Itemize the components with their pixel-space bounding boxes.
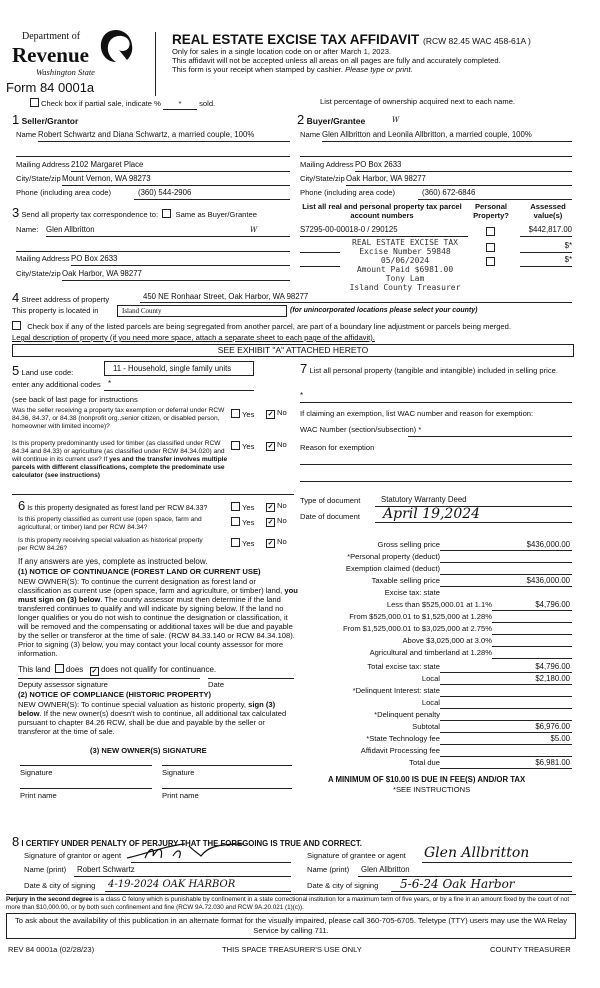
exemption-label: If claiming an exemption, list WAC number and reason for exemption: bbox=[300, 409, 534, 418]
treasurer-stamp: REAL ESTATE EXCISE TAX Excise Number 59848 05/06/2024 Amount Paid $6981.00 Tony Lam Island County Treasurer bbox=[349, 238, 461, 292]
financial-value[interactable]: $6,976.00 bbox=[535, 722, 570, 731]
partial-sale-percent[interactable]: * bbox=[163, 100, 197, 110]
financial-label: Gross selling price bbox=[377, 540, 440, 549]
financial-label: Exemption claimed (deduct) bbox=[345, 564, 440, 573]
notice1-title: (1) NOTICE OF CONTINUANCE (FOREST LAND OR CURRENT USE) bbox=[18, 567, 261, 576]
header-line-1: Only for sales in a single location code on or after March 1, 2023. bbox=[172, 47, 392, 56]
doc-date-label: Date of document bbox=[300, 512, 360, 521]
financial-value[interactable]: $4,796.00 bbox=[535, 662, 570, 671]
corr-name[interactable]: Glen Allbritton bbox=[46, 225, 95, 234]
financial-value[interactable]: $5.00 bbox=[550, 734, 570, 743]
land-use-code[interactable]: 11 - Household, single family units bbox=[104, 361, 254, 376]
personal-property-list[interactable]: * bbox=[300, 391, 304, 400]
personal-property-checkbox[interactable] bbox=[486, 243, 495, 252]
financial-value[interactable]: $436,000.00 bbox=[526, 540, 570, 549]
corr-city-label: City/State/zip bbox=[16, 269, 61, 278]
segregated-checkbox[interactable] bbox=[12, 321, 21, 330]
financial-label: *Personal property (deduct) bbox=[347, 552, 440, 561]
grantor-name-label: Name (print) bbox=[24, 865, 67, 874]
financial-label: Affidavit Processing fee bbox=[360, 746, 440, 755]
partial-sale: Check box if partial sale, indicate % * sold. bbox=[30, 98, 215, 110]
s6-q2: Is this property classified as current use (open space, farm and agricultural, or timber) land per RCW 84.34? bbox=[18, 516, 202, 531]
financial-label: Less than $525,000.01 at 1.1% bbox=[386, 600, 492, 609]
grantee-sig-label: Signature of grantee or agent bbox=[307, 851, 406, 860]
financial-label: Local bbox=[421, 698, 440, 707]
financial-label: Local bbox=[421, 674, 440, 683]
financial-label: From $525,000.01 to $1,525,000 at 1.28% bbox=[349, 612, 492, 621]
financial-label: Subtotal bbox=[412, 722, 440, 731]
seller-phone-label: Phone (including area code) bbox=[16, 188, 111, 197]
financial-label: *Delinquent Interest: state bbox=[352, 686, 440, 695]
financial-value[interactable]: $2,180.00 bbox=[535, 674, 570, 683]
notice2-title: (2) NOTICE OF COMPLIANCE (HISTORIC PROPERTY) bbox=[18, 690, 212, 699]
assessed-value[interactable]: $* bbox=[564, 241, 572, 250]
assessed-value[interactable]: $* bbox=[564, 255, 572, 264]
parcel-number[interactable]: S7295-00-00018-0 / 290125 bbox=[300, 225, 398, 234]
owner-signature-2-label: Signature bbox=[162, 768, 195, 777]
seller-city[interactable]: Mount Vernon, WA 98273 bbox=[62, 174, 151, 183]
ownership-note: List percentage of ownership acquired next to each name. bbox=[320, 97, 516, 106]
buyer-mailing-label: Mailing Address bbox=[300, 160, 354, 169]
new-owner-signature-title: (3) NEW OWNER(S) SIGNATURE bbox=[90, 746, 207, 755]
grantor-name[interactable]: Robert Schwartz bbox=[77, 865, 135, 874]
financial-label: Excise tax: state bbox=[384, 588, 440, 597]
q2-no[interactable]: ✓ No bbox=[267, 440, 287, 450]
header-line-2: This affidavit will not be accepted unless all areas on all pages are fully and accurately completed. bbox=[172, 56, 501, 65]
street-address[interactable]: 450 NE Ronhaar Street, Oak Harbor, WA 98277 bbox=[143, 292, 309, 301]
grantee-signature[interactable]: Glen Allbritton bbox=[424, 845, 530, 861]
financial-label: Agricultural and timberland at 1.28% bbox=[369, 648, 492, 657]
accessibility-notice: To ask about the availability of this publication in an alternate format for the visually impaired, please call 360-705-6705. Teletype (TTY) users may use the WA Relay Service by calling 711. bbox=[6, 913, 576, 939]
notice1-text: NEW OWNER(S): To continue the current designation as forest land or classification as current use (open space, farm and agriculture, or timber) land, you must sign on (3) below. The county assessor must then determine if the land transferred continues to qualify and will indicate by signing below. If the land no longer qualifies or you do not wish to continue the designation or classification, it will be removed and the compensating or additional taxes will be due and payable by the seller or transferor at the time of sale. (RCW 84.33.140 or RCW 84.34.108). Prior to signing (3) below, you may contact your local county assessor for more information. bbox=[18, 577, 298, 658]
notice2-text: NEW OWNER(S): To continue special valuation as historic property, sign (3) below. If the new owner(s) doesn't wish to continue, all additional tax calculated pursuant to chapter 84.26 RCW, shall be due and payable by the seller or transferor at the time of sale. bbox=[18, 700, 287, 736]
seller-phone[interactable]: (360) 544-2906 bbox=[138, 188, 192, 197]
buyer-handwritten-mark: W bbox=[392, 116, 400, 124]
grantor-date-label: Date & city of signing bbox=[24, 881, 96, 890]
doc-type-label: Type of document bbox=[300, 496, 361, 505]
land-use-q1: Was the seller receiving a property tax exemption or deferral under RCW 84.36, 84.37, or 84.38 (nonprofit org.,senior citizen, or disabled person, homeowner with limited income)? bbox=[12, 407, 225, 430]
same-as-buyer-checkbox[interactable] bbox=[162, 209, 171, 218]
seller-mailing-label: Mailing Address bbox=[16, 160, 70, 169]
seller-city-label: City/State/zip bbox=[16, 174, 61, 183]
grantee-date-label: Date & city of signing bbox=[307, 881, 379, 890]
continuance: This land does ✓ does not qualify for continuance. bbox=[18, 665, 217, 675]
logo-main: Revenue bbox=[12, 43, 89, 67]
s6-q1-yes[interactable]: Yes bbox=[231, 502, 254, 513]
seller-name-label: Name bbox=[16, 130, 37, 139]
q2-yes[interactable]: Yes bbox=[231, 441, 254, 452]
buyer-phone[interactable]: (360) 672-6846 bbox=[422, 188, 476, 197]
header-line-3: This form is your receipt when stamped by cashier. Please type or print. bbox=[172, 65, 413, 74]
assessed-value-header: Assessed value(s) bbox=[530, 202, 566, 220]
additional-codes-label: enter any additional codes bbox=[12, 380, 101, 389]
section7-label: 7 List all personal property (tangible and intangible) included in selling price. bbox=[300, 361, 558, 376]
footer-rev: REV 84 0001a (02/28/23) bbox=[8, 945, 95, 954]
buyer-mailing[interactable]: PO Box 2633 bbox=[355, 160, 402, 169]
s6-q3: Is this property receiving special valuation as historical property per RCW 84.26? bbox=[18, 537, 203, 552]
financial-value[interactable]: $4,796.00 bbox=[535, 600, 570, 609]
grantor-date-city[interactable]: 4-19-2024 OAK HARBOR bbox=[108, 879, 236, 890]
header-divider bbox=[155, 32, 156, 96]
s6-q1: 6 Is this property designated as forest land per RCW 84.33? bbox=[18, 498, 208, 513]
q1-yes[interactable]: Yes bbox=[231, 409, 254, 420]
personal-property-checkbox[interactable] bbox=[486, 257, 495, 266]
wac-number[interactable]: WAC Number (section/subsection) * bbox=[300, 425, 422, 434]
county-select[interactable]: Island County bbox=[117, 305, 287, 317]
see-instructions: *SEE INSTRUCTIONS bbox=[393, 785, 471, 794]
reason-label: Reason for exemption bbox=[300, 443, 375, 452]
s6-q2-no[interactable]: ✓ No bbox=[267, 516, 287, 526]
doc-type[interactable]: Statutory Warranty Deed bbox=[381, 495, 467, 504]
revenue-logo-icon bbox=[98, 28, 134, 64]
footer-county-treasurer: COUNTY TREASURER bbox=[490, 945, 571, 954]
s6-q2-yes[interactable]: Yes bbox=[231, 517, 254, 528]
street-label: 4 Street address of property bbox=[12, 290, 110, 305]
legal-description[interactable]: SEE EXHIBIT "A" ATTACHED HERETO bbox=[12, 344, 574, 357]
financial-label: Total due bbox=[409, 758, 440, 767]
logo-sub: Washington State bbox=[36, 67, 95, 77]
owner-print-1-label: Print name bbox=[20, 791, 57, 800]
financial-label: Above $3,025,000 at 3.0% bbox=[402, 636, 492, 645]
parcel-header: List all real and personal property tax parcel account numbers bbox=[302, 202, 462, 220]
personal-property-checkbox[interactable] bbox=[486, 227, 495, 236]
perjury-notice: Perjury in the second degree is a class C felony which is punishable by confinement in a state correctional institution for a maximum term of five years, or by a fine in an amount fixed by the court of not more than $10,000.00, or by both such confinement and fine (RCW 9A.72.030 and RCW 9A.20.021 (1)(c)). bbox=[6, 896, 570, 911]
located-note: (for unincorporated locations please select your county) bbox=[290, 307, 478, 314]
land-use-q2: Is this property predominantly used for timber (as classified under RCW 84.34 and 84.33) or agriculture (as classified under RCW 84.34.020) and will continue in its current use? If yes and the transfer involves multiple parcels with different classifications, complete the predominate use calculator (see instructions) bbox=[12, 440, 228, 479]
financial-label: Total excise tax: state bbox=[367, 662, 440, 671]
financial-value[interactable]: $6,981.00 bbox=[535, 758, 570, 767]
partial-sale-checkbox[interactable] bbox=[30, 98, 39, 107]
logo-top: Department of bbox=[22, 31, 81, 42]
form-number: Form 84 0001a bbox=[6, 80, 95, 95]
assessed-value[interactable]: $442,817.00 bbox=[528, 225, 572, 234]
certify-statement: 8 I CERTIFY UNDER PENALTY OF PERJURY THAT THE FOREGOING IS TRUE AND CORRECT. bbox=[12, 834, 362, 849]
financial-label: Taxable selling price bbox=[371, 576, 440, 585]
correspondence-handwritten-mark: W bbox=[250, 226, 258, 234]
buyer-city-label: City/State/zip bbox=[300, 174, 345, 183]
grantee-name[interactable]: Glen Allbritton bbox=[361, 865, 410, 874]
financial-value[interactable]: $436,000.00 bbox=[526, 576, 570, 585]
grantee-name-label: Name (print) bbox=[307, 865, 350, 874]
corr-mailing[interactable]: PO Box 2633 bbox=[71, 254, 118, 263]
seller-mailing[interactable]: 2102 Margaret Place bbox=[71, 160, 144, 169]
deputy-date-label: Date bbox=[208, 680, 225, 689]
form-title: REAL ESTATE EXCISE TAX AFFIDAVIT (RCW 82.45 WAC 458-61A ) bbox=[172, 32, 531, 47]
q1-no[interactable]: ✓ No bbox=[267, 408, 287, 418]
s6-q3-yes[interactable]: Yes bbox=[231, 538, 254, 549]
deputy-signature-label: Deputy assessor signature bbox=[18, 680, 108, 689]
financial-label: *State Technology fee bbox=[366, 734, 440, 743]
correspondence-heading: 3 Send all property tax correspondence to: Same as Buyer/Grantee bbox=[12, 205, 257, 220]
personal-property-header: Personal Property? bbox=[473, 202, 509, 220]
grantee-date-city[interactable]: 5-6-24 Oak Harbor bbox=[400, 877, 515, 891]
minimum-note: A MINIMUM OF $10.00 IS DUE IN FEE(S) AND/OR TAX bbox=[328, 775, 526, 784]
buyer-city[interactable]: Oak Harbor, WA 98277 bbox=[346, 174, 426, 183]
buyer-phone-label: Phone (including area code) bbox=[300, 188, 395, 197]
buyer-name[interactable]: Glen Allbritton and Leonila Allbritton, a married couple, 100% bbox=[322, 130, 532, 139]
does-not-checkbox[interactable]: ✓ bbox=[91, 668, 98, 675]
owner-print-2-label: Print name bbox=[162, 791, 199, 800]
seller-heading: 1 Seller/Grantor bbox=[12, 112, 79, 127]
corr-city[interactable]: Oak Harbor, WA 98277 bbox=[62, 269, 142, 278]
financial-label: *Delinquent penalty bbox=[374, 710, 440, 719]
does-checkbox[interactable] bbox=[55, 664, 64, 673]
s6-q3-no[interactable]: ✓ No bbox=[267, 537, 287, 547]
corr-name-label: Name: bbox=[16, 225, 39, 234]
if-yes-note: If any answers are yes, complete as instructed below. bbox=[18, 557, 208, 566]
located-label: This property is located in bbox=[12, 306, 99, 315]
s6-q1-no[interactable]: ✓ No bbox=[267, 501, 287, 511]
doc-date[interactable]: April 19,2024 bbox=[383, 506, 481, 522]
seller-name[interactable]: Robert Schwartz and Diana Schwartz, a married couple, 100% bbox=[38, 130, 255, 139]
see-back: (see back of last page for instructions bbox=[12, 395, 138, 404]
owner-signature-1-label: Signature bbox=[20, 768, 53, 777]
legal-label: Legal description of property (if you need more space, attach a separate sheet to each page of the affidavit). bbox=[12, 333, 375, 342]
footer-treasurer-use: THIS SPACE TREASURER'S USE ONLY bbox=[222, 945, 362, 954]
buyer-heading: 2 Buyer/Grantee bbox=[297, 112, 366, 127]
additional-codes[interactable]: * bbox=[108, 379, 112, 388]
buyer-name-label: Name bbox=[300, 130, 321, 139]
segregated: Check box if any of the listed parcels are being segregated from another parcel, are part of a boundary line adjustment or parcels being merged. bbox=[12, 321, 511, 332]
corr-mailing-label: Mailing Address bbox=[16, 254, 70, 263]
land-use-label: 5 Land use code: bbox=[12, 363, 74, 378]
grantor-sig-label: Signature of grantor or agent bbox=[24, 851, 122, 860]
financial-label: From $1,525,000.01 to $3,025,000 at 2.75% bbox=[342, 624, 492, 633]
grantor-signature[interactable] bbox=[125, 840, 245, 862]
